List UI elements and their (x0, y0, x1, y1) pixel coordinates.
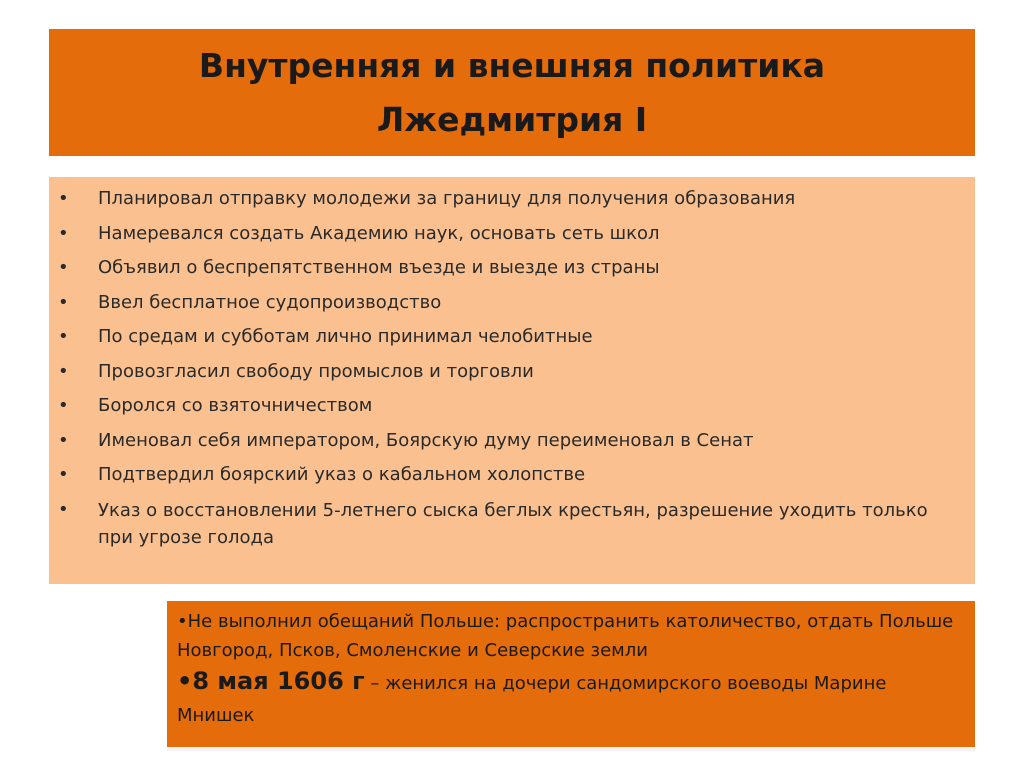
policy-bullet-list (49, 182, 965, 551)
list-item (49, 493, 965, 551)
list-item (49, 251, 965, 286)
marriage-text: – женился на дочери сандомирского воеводы Марине Мнишек (177, 673, 887, 726)
bullet-icon: • (58, 395, 69, 416)
note-bullet: • (177, 611, 188, 632)
list-item (49, 424, 965, 459)
bullet-icon: • (58, 291, 69, 313)
note-shadow (167, 747, 975, 751)
bullet-icon: • (58, 360, 69, 382)
note-bullet-large: • (177, 667, 193, 695)
list-item (49, 286, 965, 321)
bullet-icon: • (58, 222, 69, 244)
title-line-1: Внутренняя и внешняя политика (198, 45, 826, 85)
title-banner (49, 29, 975, 156)
bullet-icon: • (58, 498, 69, 520)
list-item-text: Ввел бесплатное судопроизводство (98, 291, 442, 313)
list-item-text: Боролся со взяточничеством (98, 395, 373, 416)
note-paragraph-promises (177, 607, 967, 665)
bullet-icon: • (58, 464, 69, 485)
list-item-text: Указ о восстановлении 5-летнего сыска беглых крестьян, разрешение уходить только при угрозе голода (98, 499, 928, 548)
title-line-2: Лжедмитрия I (376, 99, 648, 139)
marriage-date: 8 мая 1606 г (192, 667, 365, 695)
note-paragraph-marriage (177, 665, 967, 732)
list-item (49, 458, 965, 493)
list-item-text: Планировал отправку молодежи за границу для получения образования (98, 188, 796, 209)
list-item-text: Подтвердил боярский указ о кабальном холопстве (98, 464, 586, 485)
bullet-icon: • (58, 188, 69, 209)
bullet-icon: • (58, 257, 69, 278)
list-item (49, 355, 965, 390)
list-item (49, 320, 965, 355)
policy-list-panel (49, 177, 975, 584)
bullet-icon: • (58, 326, 69, 347)
list-item-text: Именовал себя императором, Боярскую думу переименовал в Сенат (98, 429, 754, 451)
list-item-text: По средам и субботам лично принимал челобитные (98, 326, 593, 347)
list-item (49, 217, 965, 252)
foreign-policy-note (167, 601, 975, 747)
list-item-text: Объявил о беспрепятственном въезде и выезде из страны (98, 257, 660, 278)
list-item (49, 182, 965, 217)
list-item-text: Намеревался создать Академию наук, основать сеть школ (98, 222, 660, 244)
note-promises-text: Не выполнил обещаний Польше: распространить католичество, отдать Польше Новгород, Псков, Смоленские и Северские земли (177, 611, 954, 661)
list-item-text: Провозгласил свободу промыслов и торговли (98, 360, 534, 382)
bullet-icon: • (58, 429, 69, 451)
list-item (49, 389, 965, 424)
